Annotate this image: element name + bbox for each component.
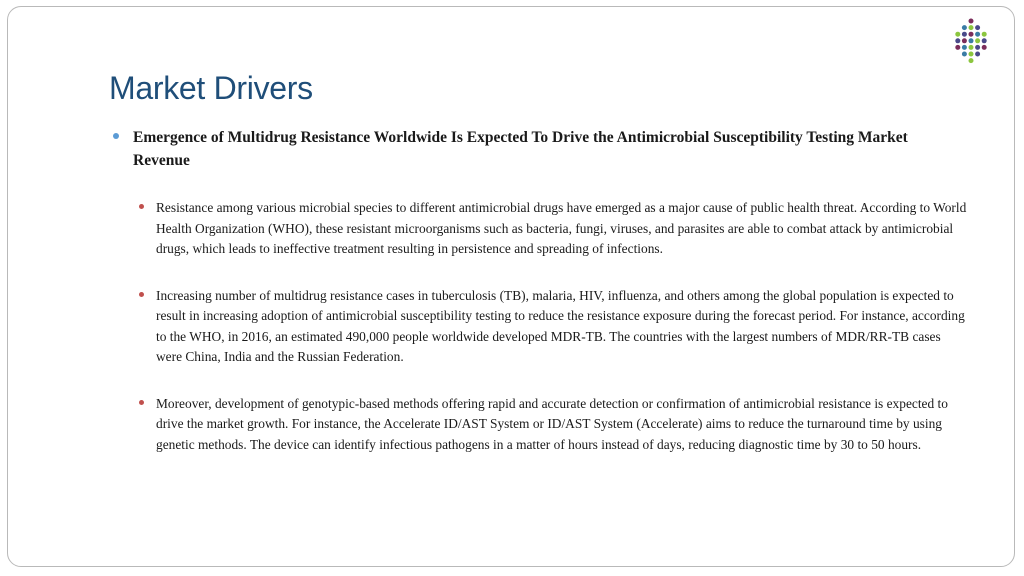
logo-dot: [975, 32, 980, 37]
logo-dot: [962, 32, 967, 37]
logo-dot: [955, 38, 960, 43]
sub-bullet-item: [139, 394, 969, 456]
sub-bullet-item: [139, 198, 969, 260]
sub-bullet-dot: [139, 204, 144, 209]
main-bullet-dot: [113, 133, 119, 139]
logo-dot: [982, 45, 987, 50]
main-bullet-point: [113, 126, 963, 172]
sub-bullet-text: Increasing number of multidrug resistance cases in tuberculosis (TB), malaria, HIV, influenza, and others among the global population is expected to result in increasing adoption of antimicrobial susceptibility testing to reduce the resistance exposure during the forecast period. For instance, according to the WHO, in 2016, an estimated 490,000 people worldwide developed MDR-TB. The countries with the largest numbers of MDR/RR-TB cases were China, India and the Russian Federation.: [156, 287, 965, 364]
logo-dot: [975, 45, 980, 50]
logo-dot: [975, 25, 980, 30]
dotted-diamond-logo-icon: [946, 16, 996, 66]
logo-dot: [982, 38, 987, 43]
logo-dot: [982, 32, 987, 37]
logo-dot: [969, 32, 974, 37]
logo-dot: [955, 32, 960, 37]
logo-dot: [969, 45, 974, 50]
main-bullet-text: Emergence of Multidrug Resistance Worldwide Is Expected To Drive the Antimicrobial Susceptibility Testing Market Revenue: [133, 129, 908, 169]
slide-title: Market Drivers: [109, 70, 313, 106]
logo-dot: [969, 58, 974, 63]
sub-bullet-text: Moreover, development of genotypic-based methods offering rapid and accurate detection or confirmation of antimicrobial resistance is expected to drive the market growth. For instance, the Accelerate ID/AST System or ID/AST System (Accelerate) aims to reduce the turnaround time by using genetic methods. The device can identify infectious pathogens in a matter of hours instead of days, reducing diagnostic time by 30 to 50 hours.: [156, 395, 948, 452]
logo-dot: [975, 38, 980, 43]
logo-dot: [969, 52, 974, 57]
logo-dot: [962, 45, 967, 50]
logo-dot: [962, 38, 967, 43]
logo-dot: [969, 19, 974, 24]
sub-bullet-text: Resistance among various microbial species to different antimicrobial drugs have emerged as a major cause of public health threat. According to World Health Organization (WHO), these resistant microorganisms such as bacteria, fungi, viruses, and parasites are able to combat attack by antimicrobial drugs, which leads to ineffective treatment resulting in persistence and spreading of infections.: [156, 200, 967, 256]
logo-dot: [969, 25, 974, 30]
sub-bullet-item: [139, 286, 969, 368]
logo-dot: [969, 38, 974, 43]
logo-dot: [975, 52, 980, 57]
logo-dot: [962, 52, 967, 57]
sub-bullet-dot: [139, 400, 144, 405]
logo-dot: [962, 25, 967, 30]
logo-dot: [955, 45, 960, 50]
sub-bullet-dot: [139, 292, 144, 297]
sub-bullet-list: [139, 198, 969, 481]
